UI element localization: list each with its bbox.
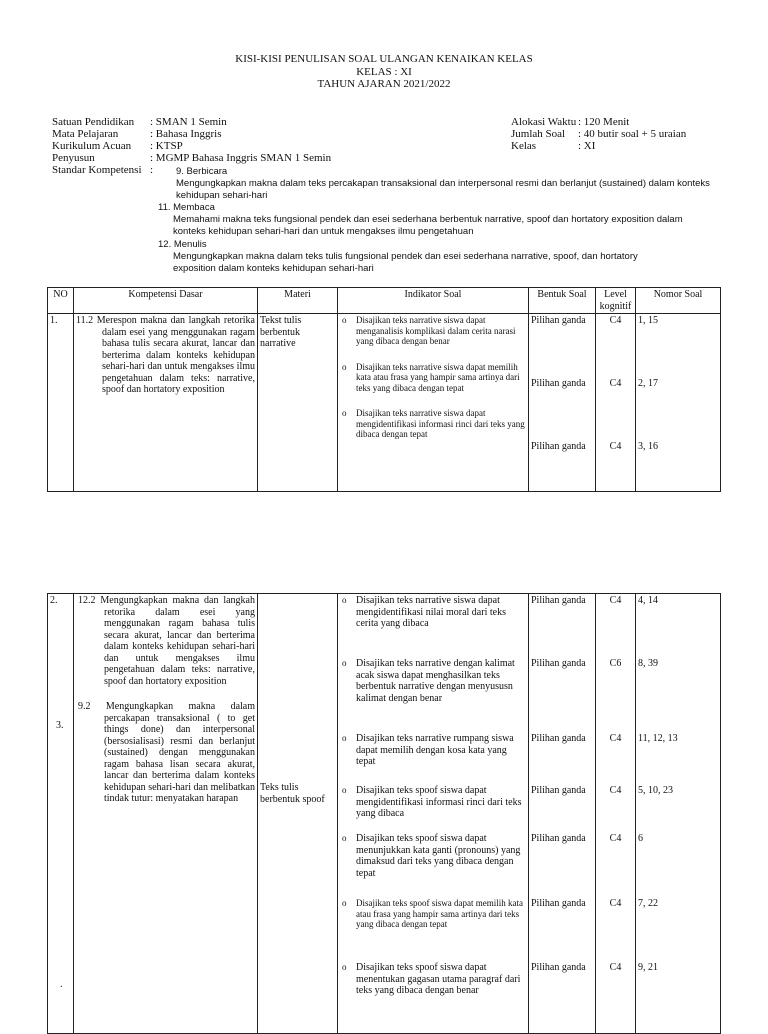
bentuk-soal: Pilihan ganda [531, 733, 586, 744]
level-kognitif: C4 [609, 378, 622, 389]
row-materi: Teks tulis berbentuk spoof [260, 782, 325, 805]
indikator-item: o Disajikan teks spoof siswa dapat menentukan gagasan utama paragraf dari teks yang dibaca dengan benar [340, 962, 526, 997]
bentuk-soal: Pilihan ganda [531, 898, 586, 909]
info-value: : SMAN 1 Semin [150, 116, 227, 128]
indikator-item: o Disajikan teks spoof siswa dapat mengidentifikasi informasi rinci dari teks yang dibaca [340, 785, 526, 825]
info-label: Penyusun [52, 152, 95, 164]
info-value: : 120 Menit [578, 116, 630, 128]
kisi-table-2 [47, 593, 721, 1034]
info-value: : [150, 164, 154, 176]
level-kognitif: C6 [609, 658, 622, 669]
col-nomor: Nomor Soal [636, 288, 721, 314]
indikator-item: o Disajikan teks narrative siswa dapat mengidentifikasi nilai moral dari teks cerita yang dibaca [340, 595, 526, 646]
level-kognitif: C4 [609, 315, 622, 326]
row-no: 3. [56, 720, 64, 731]
col-no: NO [48, 288, 74, 314]
bentuk-soal: Pilihan ganda [531, 785, 586, 796]
indikator-item: o Disajikan teks spoof siswa dapat menunjukkan kata ganti (pronouns) yang dimaksud dari teks yang dibaca dengan tepat [340, 833, 526, 890]
sk-heading: 12. Menulis [158, 239, 207, 250]
info-label: Standar Kompetensi [52, 164, 142, 176]
level-kognitif: C4 [609, 898, 622, 909]
indikator-item: o Disajikan teks narrative siswa dapat memilih kata atau frasa yang hampir sama artinya dari teks yang dibaca dengan tepat [340, 362, 526, 394]
indikator-item: o Disajikan teks narrative siswa dapat menganalisis komplikasi dalam cerita narasi yang dibaca dengan benar [340, 315, 526, 347]
nomor-soal: 4, 14 [638, 595, 658, 606]
nomor-soal: 11, 12, 13 [638, 733, 678, 744]
level-kognitif: C4 [609, 833, 622, 844]
info-label: Kelas [511, 140, 537, 152]
row-no: 1. [48, 314, 74, 492]
doc-class: KELAS : XI [356, 66, 412, 78]
row-kd: 9.2 Mengungkapkan makna dalam percakapan transaksional ( to get things done) dan interpersonal (bersosialisasi) resmi dan berlanjut (sustained) dengan menggunakan ragam bahasa lisan secara akurat, lancar dan berterima dalam konteks kehidupan sehari-hari dan melibatkan tindak tutur: menyatakan harapan [78, 701, 255, 804]
level-kognitif: C4 [609, 733, 622, 744]
info-label: Alokasi Waktu [511, 116, 577, 128]
bentuk-soal: Pilihan ganda [531, 962, 586, 973]
info-label: Mata Pelajaran [52, 128, 119, 140]
nomor-soal: 5, 10, 23 [638, 785, 673, 796]
info-value: : XI [578, 140, 596, 152]
bentuk-soal: Pilihan ganda [531, 378, 586, 389]
nomor-soal: 6 [638, 833, 643, 844]
info-label: Jumlah Soal [511, 128, 566, 140]
col-kd: Kompetensi Dasar [74, 288, 258, 314]
indikator-item: o Disajikan teks narrative rumpang siswa dapat memilih dengan kosa kata yang tepat [340, 733, 526, 773]
table-row [48, 314, 721, 492]
info-label: Satuan Pendidikan [52, 116, 135, 128]
row-materi: Tekst tulis berbentuk narrative [258, 314, 338, 492]
bentuk-soal: Pilihan ganda [531, 833, 586, 844]
row-no: 2. [50, 595, 58, 606]
bentuk-soal: Pilihan ganda [531, 658, 586, 669]
row-kd: 12.2 Mengungkapkan makna dan langkah retorika dalam esei yang menggunakan ragam bahasa tulis secara akurat, lancar dan berterima dalam konteks kehidupan sehari-hari dan untuk mengakses ilmu pengetahuan dalam teks: narrative, spoof dan hortatory exposition [78, 595, 255, 687]
level-kognitif: C4 [609, 962, 622, 973]
nomor-soal: 2, 17 [638, 378, 658, 389]
doc-title: KISI-KISI PENULISAN SOAL ULANGAN KENAIKAN KELAS [235, 53, 533, 65]
col-bentuk: Bentuk Soal [529, 288, 596, 314]
indikator-item: o Disajikan teks spoof siswa dapat memilih kata atau frasa yang hampir sama artinya dari teks yang dibaca dengan tepat [340, 898, 526, 950]
level-kognitif: C4 [609, 785, 622, 796]
kisi-table-1 [47, 287, 721, 492]
info-value: : 40 butir soal + 5 uraian [578, 128, 687, 140]
info-value: : Bahasa Inggris [150, 128, 222, 140]
sk-text: Mengungkapkan makna dalam teks tulis fungsional pendek dan esei sederhana narrative, spoof, dan hortatory exposition dalam konteks kehidupan sehari-hari [173, 251, 638, 274]
sk-text: Memahami makna teks fungsional pendek dan esei sederhana berbentuk narrative, spoof dan hortatory exposition dalam konteks kehidupan sehari-hari dan untuk mengakses ilmu pengetahuan [173, 214, 683, 237]
sk-heading: 11. Membaca [158, 202, 215, 213]
row-kd: 11.2 Merespon makna dan langkah retorika dalam esei yang menggunakan ragam bahasa tulis secara akurat, lancar dan berterima dalam konteks kehidupan sehari-hari dan untuk mengakses ilmu pengetahuan dalam teks: narrative, spoof dan hortatory exposition [74, 314, 258, 492]
indikator-item: o Disajikan teks narrative siswa dapat mengidentifikasi informasi rinci dari teks yang dibaca dengan tepat [340, 408, 526, 440]
doc-year: TAHUN AJARAN 2021/2022 [317, 78, 451, 90]
bentuk-soal: Pilihan ganda [531, 315, 586, 326]
info-value: : KTSP [150, 140, 183, 152]
info-value: : MGMP Bahasa Inggris SMAN 1 Semin [150, 152, 332, 164]
col-materi: Materi [258, 288, 338, 314]
nomor-soal: 9, 21 [638, 962, 658, 973]
nomor-soal: 3, 16 [638, 441, 658, 452]
nomor-soal: 7, 22 [638, 898, 658, 909]
col-level: Level kognitif [596, 288, 636, 314]
level-kognitif: C4 [609, 441, 622, 452]
sk-heading: 9. Berbicara [176, 166, 228, 177]
bentuk-soal: Pilihan ganda [531, 441, 586, 452]
level-kognitif: C4 [609, 595, 622, 606]
nomor-soal: 8, 39 [638, 658, 658, 669]
indikator-item: o Disajikan teks narrative dengan kalimat acak siswa dapat menghasilkan teks berbentuk narrative dengan menyususn kalimat dengan benar [340, 658, 526, 721]
bentuk-soal: Pilihan ganda [531, 595, 586, 606]
info-label: Kurikulum Acuan [52, 140, 132, 152]
stray-dot: . [60, 979, 63, 990]
col-indikator: Indikator Soal [338, 288, 529, 314]
nomor-soal: 1, 15 [638, 315, 658, 326]
sk-text: Mengungkapkan makna dalam teks percakapan transaksional dan interpersonal resmi dan berlanjut (sustained) dalam konteks kehidupan sehari-hari [176, 178, 710, 201]
table-row [48, 594, 721, 1034]
